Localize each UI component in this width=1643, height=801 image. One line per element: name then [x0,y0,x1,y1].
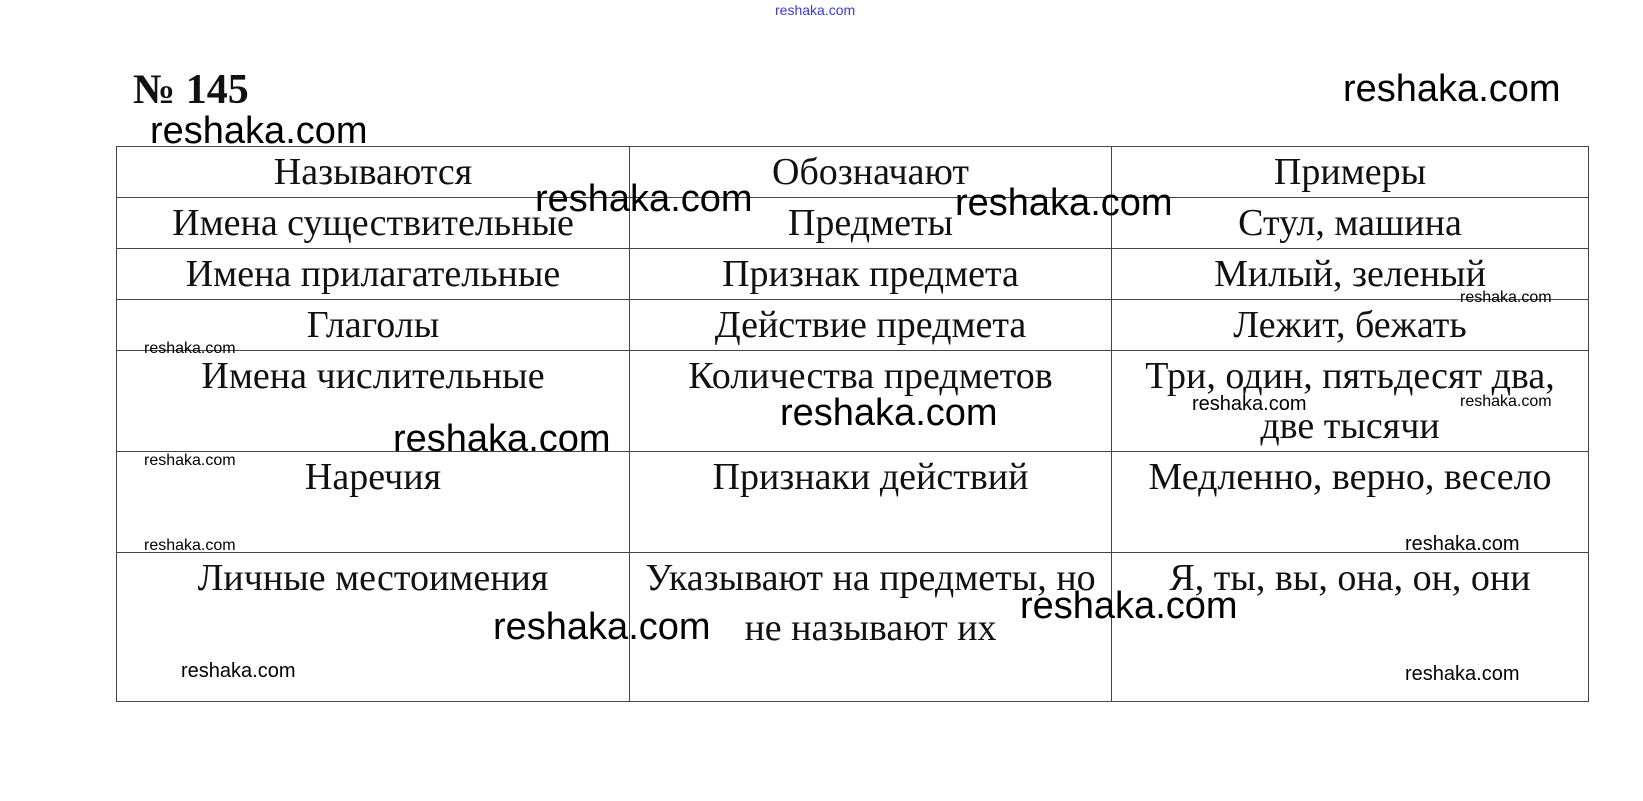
site-link[interactable]: reshaka.com [775,2,856,18]
watermark: reshaka.com [393,418,611,460]
table-row [117,351,1589,452]
watermark: reshaka.com [1460,393,1552,410]
table-cell: Признак предмета [630,249,1112,300]
table-cell: Имена прилагательные [117,249,630,300]
watermark: reshaka.com [1405,663,1520,685]
watermark: reshaka.com [955,182,1173,224]
table-cell: Наречия [117,452,630,553]
table-header-cell: Примеры [1112,147,1589,198]
table-cell: Имена числительные [117,351,630,452]
watermark: reshaka.com [144,537,236,554]
table-cell: Медленно, верно, весело [1112,452,1589,553]
watermark: reshaka.com [144,452,236,469]
table-row [117,198,1589,249]
table-row [117,452,1589,553]
watermark: reshaka.com [780,392,998,434]
table-cell: Глаголы [117,300,630,351]
table-cell: Признаки действий [630,452,1112,553]
table-cell: Милый, зеленый [1112,249,1589,300]
watermark: reshaka.com [1020,585,1238,627]
table-cell: Лежит, бежать [1112,300,1589,351]
table-cell: Стул, машина [1112,198,1589,249]
table-cell: Количества предметов [630,351,1112,452]
table-cell: Указывают на предметы, но не называют их [630,553,1112,702]
table-header-row [117,147,1589,198]
table-cell: Я, ты, вы, она, он, они [1112,553,1589,702]
table-row [117,249,1589,300]
watermark: reshaka.com [150,110,368,152]
watermark: reshaka.com [144,340,236,357]
watermark: reshaka.com [1460,289,1552,306]
watermark: reshaka.com [1405,533,1520,555]
table-cell: Личные местоимения [117,553,630,702]
watermark: reshaka.com [1192,393,1307,415]
table-cell: Имена существительные [117,198,630,249]
table-row [117,553,1589,702]
watermark: reshaka.com [493,606,711,648]
watermark: reshaka.com [1343,68,1561,110]
table-cell: Предметы [630,198,1112,249]
parts-of-speech-table [116,146,1589,702]
exercise-number: № 145 [133,67,249,113]
watermark: reshaka.com [181,660,296,682]
table-row [117,300,1589,351]
watermark: reshaka.com [535,178,753,220]
table-header-cell: Обозначают [630,147,1112,198]
table-cell: Действие предмета [630,300,1112,351]
table-header-cell: Называются [117,147,630,198]
table-cell: Три, один, пятьдесят два, две тысячи [1112,351,1589,452]
